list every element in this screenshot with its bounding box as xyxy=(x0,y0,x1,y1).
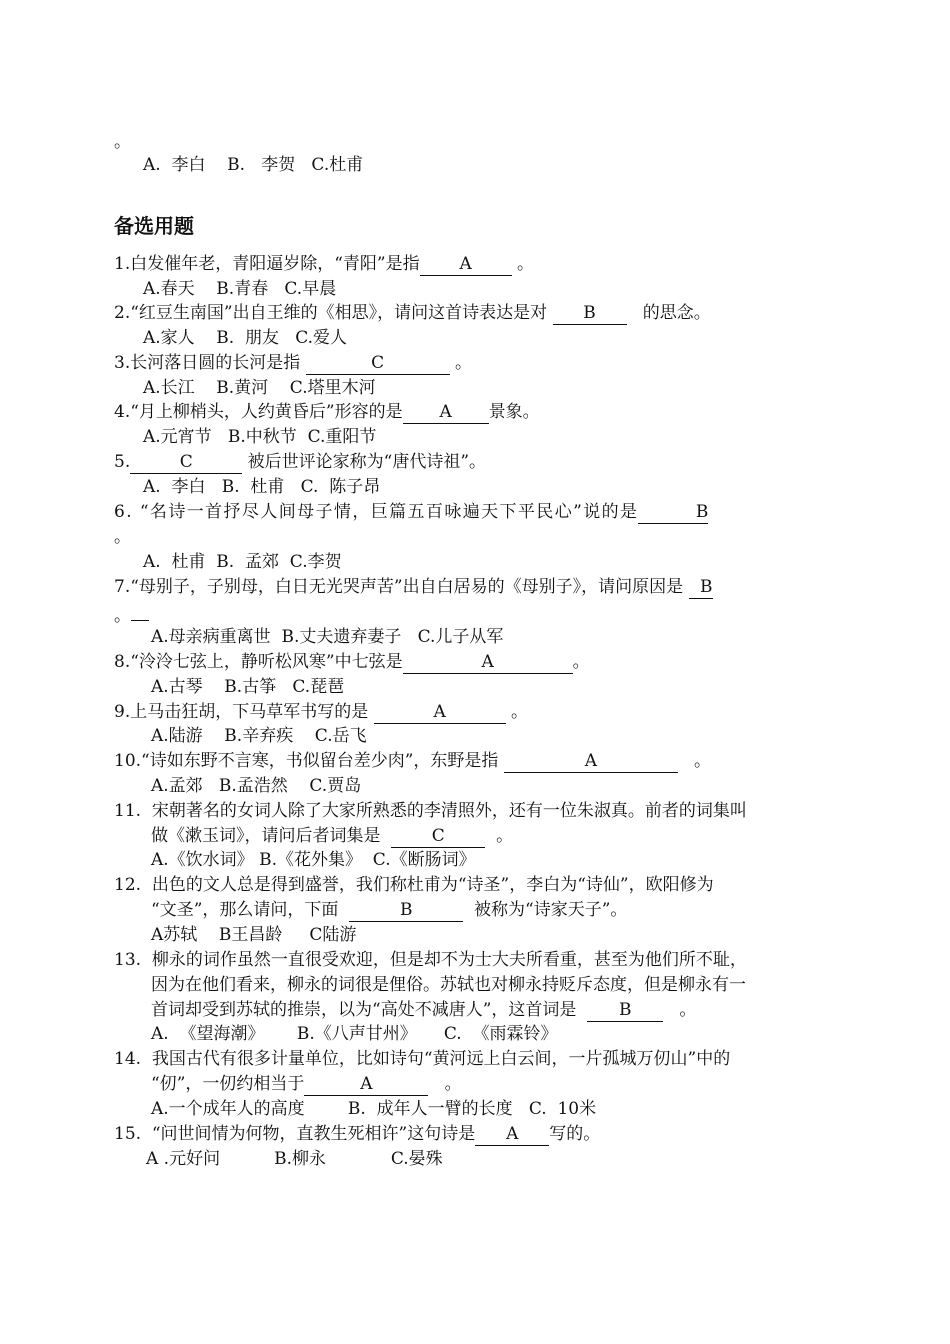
question-tail: 。 xyxy=(505,702,529,722)
question-text: 首词却受到苏轼的推崇，以为“高处不减唐人”，这首词是 xyxy=(151,1000,588,1020)
answer-blank: A xyxy=(475,1125,549,1146)
question-5 xyxy=(114,450,486,474)
question-14-line2 xyxy=(151,1072,462,1096)
answer-blank: C xyxy=(391,827,485,848)
question-text: 4.“月上柳梢头，人约黄昏后”形容的是 xyxy=(114,402,403,422)
top-fragment-options: A. 李白 B. 李贺 C.杜甫 xyxy=(143,155,364,175)
question-13-line2: 因为在他们看来，柳永的词很是俚俗。苏轼也对柳永持贬斥态度，但是柳永有一 xyxy=(151,975,746,995)
question-11: 11. 宋朝著名的女词人除了大家所熟悉的李清照外，还有一位朱淑真。前者的词集叫 xyxy=(114,801,747,821)
question-tail: 。 xyxy=(428,1074,462,1094)
question-text: 1.白发催年老，青阳逼岁除，“青阳”是指 xyxy=(114,254,420,274)
question-text: 2.“红豆生南国”出自王维的《相思》，请问这首诗表达是对 xyxy=(114,303,553,323)
question-text: 7.“母别子，子别母，白日无光哭声苦”出自白居易的《母别子》，请问原因是 xyxy=(114,577,689,597)
answer-blank: B xyxy=(638,503,708,524)
answer-blank: A xyxy=(304,1075,428,1096)
question-text: 3.长河落日圆的长河是指 xyxy=(114,353,306,373)
question-tail: 。 xyxy=(677,751,712,771)
question-text: 6. “名诗一首抒尽人间母子情，巨篇五百咏遍天下平民心”说的是 xyxy=(114,502,639,522)
question-4-options: A.元宵节 B.中秋节 C.重阳节 xyxy=(143,427,377,447)
question-7-options: A.母亲病重离世 B.丈夫遗弃妻子 C.儿子从军 xyxy=(151,627,504,647)
answer-blank: B xyxy=(689,578,713,599)
question-1 xyxy=(114,252,534,276)
question-13: 13. 柳永的词作虽然一直很受欢迎，但是却不为士大夫所看重，甚至为他们所不耻， xyxy=(114,950,747,970)
question-15-options: A .元好问 B.柳永 C.晏殊 xyxy=(146,1149,443,1169)
question-tail: 被后世评论家称为“唐代诗祖”。 xyxy=(242,452,487,472)
question-15 xyxy=(114,1122,600,1146)
question-tail: 。 xyxy=(511,254,535,274)
question-10 xyxy=(114,749,711,773)
question-5-options: A. 李白 B. 杜甫 C. 陈子昂 xyxy=(143,477,381,497)
question-1-options: A.春天 B.青春 C.早晨 xyxy=(143,279,337,299)
question-13-line3 xyxy=(151,998,696,1022)
question-12-line2 xyxy=(151,898,627,922)
question-text: “文圣”，那么请问，下面 xyxy=(151,900,350,920)
answer-blank: C xyxy=(130,453,242,474)
question-tail: 。 xyxy=(663,1000,697,1020)
question-12-options: A苏轼 B王昌龄 C陆游 xyxy=(151,925,357,945)
question-6 xyxy=(114,500,708,524)
question-text: 9.上马击狂胡，下马草军书写的是 xyxy=(114,702,374,722)
question-12: 12. 出色的文人总是得到盛誉，我们称杜甫为“诗圣”，李白为“诗仙”，欧阳修为 xyxy=(114,875,714,895)
answer-blank: B xyxy=(349,901,463,922)
answer-blank: B xyxy=(587,1001,663,1022)
question-tail: 。 xyxy=(572,652,590,672)
question-2-options: A.家人 B. 朋友 C.爱人 xyxy=(143,328,348,348)
question-tail: 。 xyxy=(114,606,131,626)
section-title: 备选用题 xyxy=(114,214,194,238)
question-6-continuation: 。 xyxy=(114,527,131,547)
question-2 xyxy=(114,301,711,325)
question-4 xyxy=(114,400,540,424)
question-8 xyxy=(114,650,590,674)
question-14-options: A.一个成年人的高度 B. 成年人一臂的长度 C. 10米 xyxy=(151,1099,597,1119)
top-fragment-dot: 。 xyxy=(114,132,131,152)
question-text: 8.“泠泠七弦上，静听松风寒”中七弦是 xyxy=(114,652,403,672)
answer-blank: C xyxy=(306,354,450,375)
question-7-continuation xyxy=(114,600,149,628)
question-11-line2 xyxy=(151,824,513,848)
answer-blank: A xyxy=(403,653,573,674)
question-tail: 景象。 xyxy=(488,402,540,422)
question-tail: 的思念。 xyxy=(626,303,711,323)
question-text: 做《漱玉词》，请问后者词集是 xyxy=(151,826,392,846)
question-text: 10.“诗如东野不言寒，书似留台差少肉”，东野是指 xyxy=(114,751,504,771)
question-7 xyxy=(114,575,713,599)
question-text: 5. xyxy=(114,452,131,472)
blank-underline xyxy=(131,600,149,621)
question-tail: 写的。 xyxy=(549,1124,601,1144)
question-14: 14. 我国古代有很多计量单位，比如诗句“黄河远上白云间，一片孤城万仞山”中的 xyxy=(114,1049,731,1069)
question-3 xyxy=(114,351,472,375)
question-tail: 。 xyxy=(485,826,514,846)
question-tail: 被称为“诗家天子”。 xyxy=(463,900,628,920)
question-3-options: A.长江 B.黄河 C.塔里木河 xyxy=(143,378,376,398)
question-11-options: A.《饮水词》 B.《花外集》 C.《断肠词》 xyxy=(151,850,476,870)
answer-blank: B xyxy=(553,304,627,325)
question-6-options: A. 杜甫 B. 孟郊 C.李贺 xyxy=(143,552,342,572)
question-text: 15. “问世间情为何物，直教生死相许”这句诗是 xyxy=(114,1124,476,1144)
answer-blank: A xyxy=(504,752,678,773)
answer-blank: A xyxy=(403,403,489,424)
answer-blank: A xyxy=(420,255,512,276)
question-10-options: A.孟郊 B.孟浩然 C.贾岛 xyxy=(151,776,362,796)
question-9-options: A.陆游 B.辛弃疾 C.岳飞 xyxy=(151,726,367,746)
question-text: “仞”，一仞约相当于 xyxy=(151,1074,305,1094)
question-tail: 。 xyxy=(449,353,473,373)
answer-blank: A xyxy=(374,703,506,724)
question-9 xyxy=(114,700,528,724)
question-13-options: A. 《望海潮》 B.《八声甘州》 C. 《雨霖铃》 xyxy=(151,1024,558,1044)
question-8-options: A.古琴 B.古筝 C.琵琶 xyxy=(151,677,345,697)
